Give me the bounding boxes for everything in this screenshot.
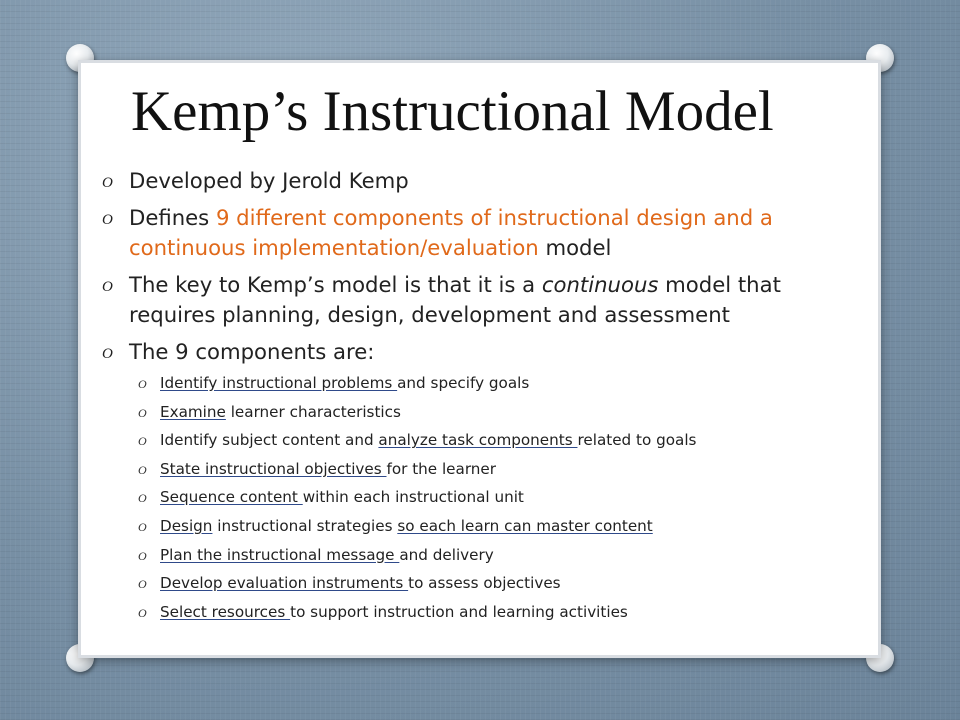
bullet-text-part: model that requires planning, design, development and assessment [129,272,781,327]
underlined-text: Select resources [160,602,291,621]
sub-bullet-marker-icon: O [138,519,147,534]
bullet-text: Developed by Jerold Kemp [129,168,409,193]
underlined-text: analyze task components [378,431,578,450]
component-item [97,430,857,450]
sub-bullet-marker-icon: O [138,577,147,592]
slide-title: Kemp’s Instructional Model [131,80,774,143]
bullet-text-part: model [538,235,612,260]
bullet-text-part: The key to Kemp’s model is that it is a [129,272,542,297]
component-item [97,516,857,536]
bullet-highlight-text: 9 different components of instructional design and a continuous implementation/evaluation [129,205,773,260]
component-text: within each instructional unit [302,488,524,507]
underlined-text: Sequence content [160,488,303,507]
bullet-developed-by [97,166,857,196]
underlined-text: so each learn can master content [397,516,653,535]
underlined-text: Design [160,516,213,535]
component-item [97,459,857,479]
component-item [97,573,857,593]
bullet-text: The 9 components are: [129,339,375,364]
component-text: learner characteristics [225,402,401,421]
slide-card [78,60,881,658]
component-item [97,487,857,507]
component-text: instructional strategies [212,516,398,535]
component-text: and delivery [399,545,494,564]
bullet-key-to-model [97,270,857,330]
sub-bullet-marker-icon: O [138,405,147,420]
sub-bullet-marker-icon: O [138,491,147,506]
sub-bullet-marker-icon: O [138,462,147,477]
bullet-emphasis-text: continuous [541,272,659,297]
bullet-components-heading [97,337,857,367]
bullet-list [97,166,857,630]
sub-bullet-marker-icon: O [138,377,147,391]
component-text: to support instruction and learning activities [290,602,628,621]
component-item [97,545,857,565]
component-item [97,402,857,422]
underlined-text: Identify instructional problems [160,374,398,392]
component-text: related to goals [577,431,697,450]
bullet-marker-icon: O [102,175,113,191]
underlined-text: Examine [160,402,226,421]
bullet-marker-icon: O [102,346,113,362]
component-item [97,602,857,622]
bullet-defines [97,203,857,263]
underlined-text: Develop evaluation instruments [160,574,409,593]
component-text: Identify subject content and [160,431,379,450]
component-text: for the learner [386,459,497,478]
bullet-marker-icon: O [102,279,113,295]
component-text: to assess objectives [408,574,561,593]
underlined-text: Plan the instructional message [160,545,400,564]
sub-bullet-marker-icon: O [138,605,147,620]
component-item [97,373,857,393]
sub-bullet-marker-icon: O [138,548,147,563]
component-text: and specify goals [397,374,530,392]
sub-bullet-marker-icon: O [138,434,147,449]
bullet-text-part: Defines [129,205,216,230]
bullet-marker-icon: O [102,212,113,228]
underlined-text: State instructional objectives [160,459,387,478]
